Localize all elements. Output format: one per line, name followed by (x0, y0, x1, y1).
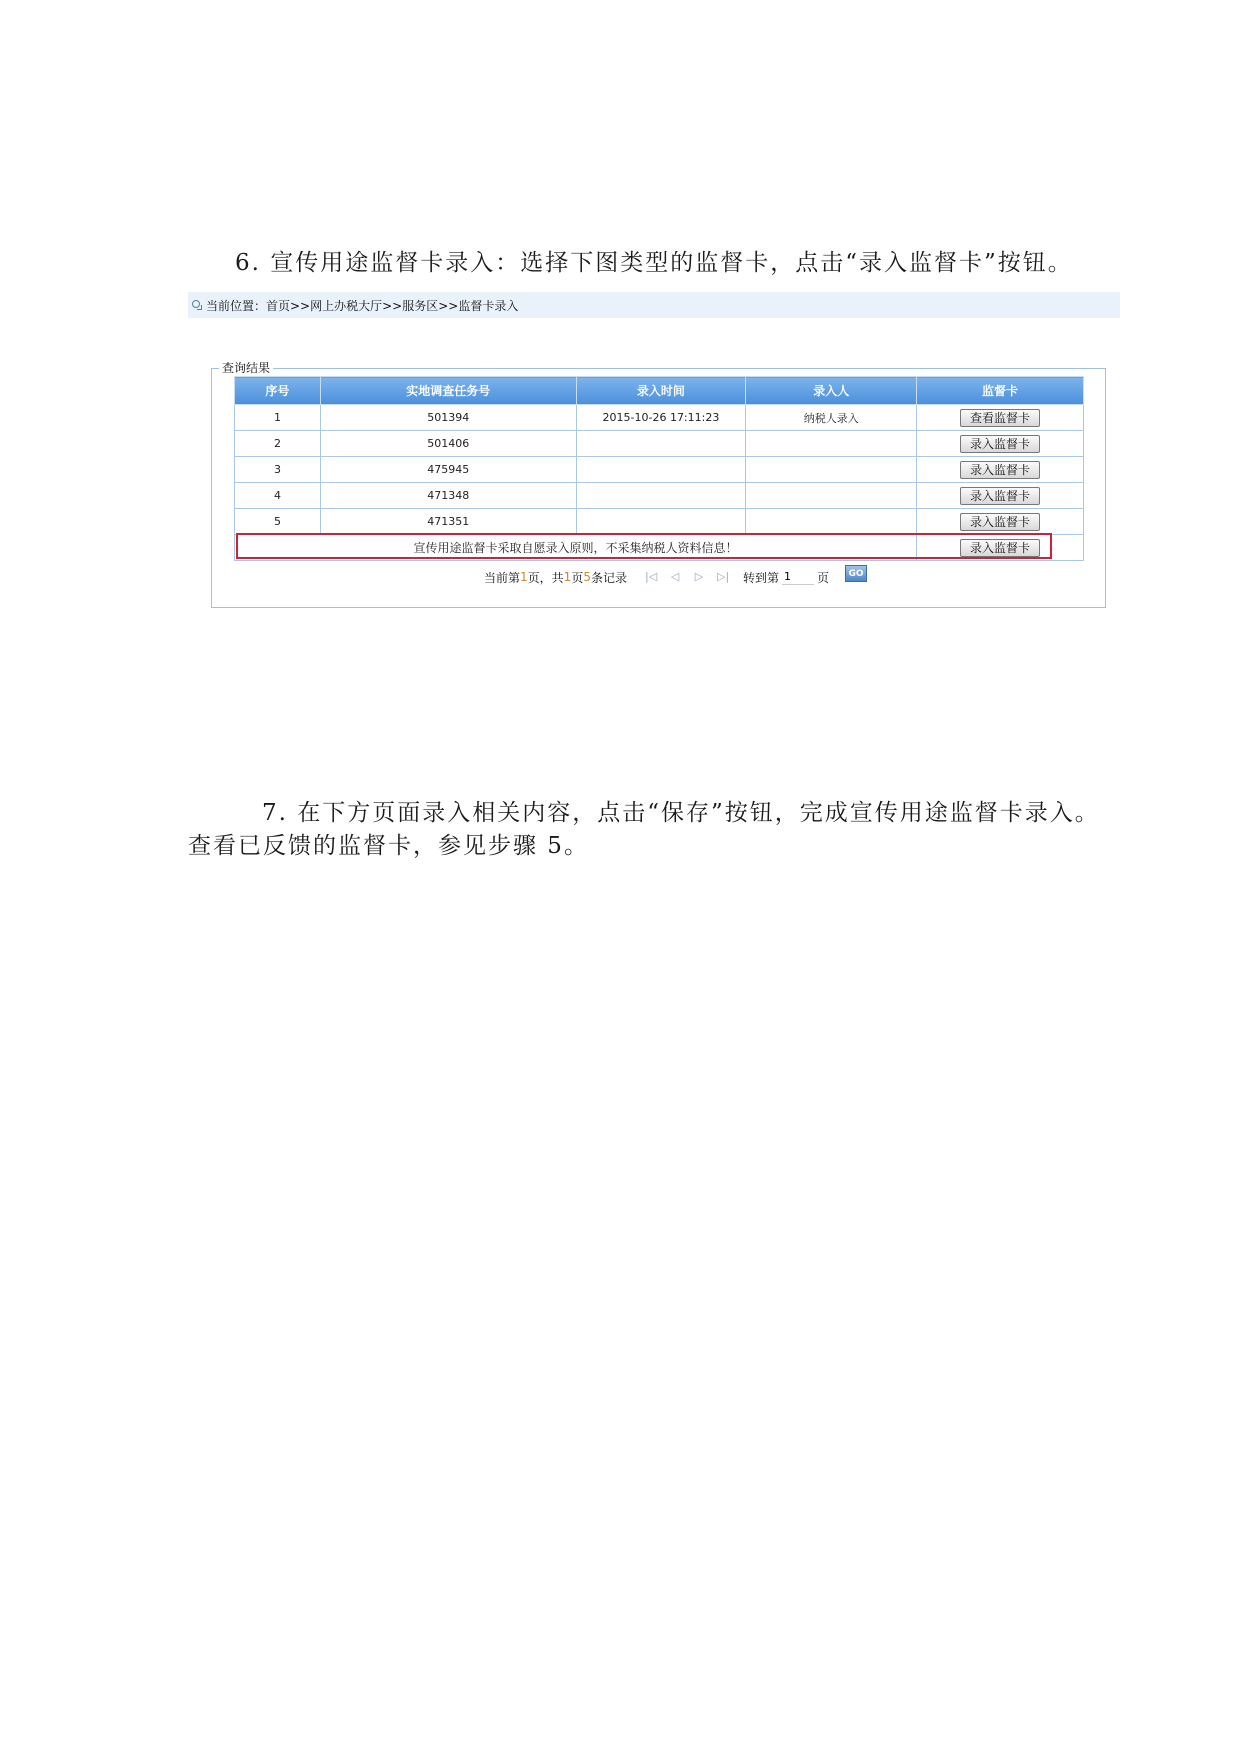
cell-action (917, 483, 1084, 509)
cell-task: 475945 (320, 457, 576, 483)
header-card: 监督卡 (917, 377, 1084, 405)
table-header-row (235, 377, 1084, 405)
pager-total-pages: 1 (563, 570, 572, 584)
location-pin-icon (190, 299, 202, 311)
cell-task: 501394 (320, 405, 576, 431)
pager-mid2: 页 (571, 570, 584, 585)
table-row (235, 509, 1084, 535)
header-person: 录入人 (746, 377, 917, 405)
cell-person (746, 431, 917, 457)
breadcrumb (188, 292, 1120, 318)
cell-action (917, 535, 1084, 561)
view-card-button[interactable]: 查看监督卡 (960, 409, 1040, 427)
cell-time (576, 509, 746, 535)
cell-task: 501406 (320, 431, 576, 457)
cell-time (576, 483, 746, 509)
step-7-continuation: 查看已反馈的监督卡，参见步骤 5。 (188, 833, 589, 859)
pager-mid: 页，共 (527, 570, 564, 585)
table-row (235, 431, 1084, 457)
header-time: 录入时间 (576, 377, 746, 405)
goto-label: 转到第 (742, 570, 779, 585)
last-page-icon[interactable]: ▷| (716, 570, 730, 583)
cell-person (746, 509, 917, 535)
enter-card-button[interactable]: 录入监督卡 (960, 487, 1040, 505)
promo-row (235, 535, 1084, 561)
enter-card-button[interactable]: 录入监督卡 (960, 513, 1040, 531)
next-page-icon[interactable]: ▷ (694, 570, 704, 583)
cell-action (917, 405, 1084, 431)
cell-no: 2 (235, 431, 321, 457)
table-row (235, 483, 1084, 509)
cell-action (917, 509, 1084, 535)
header-no: 序号 (235, 377, 321, 405)
go-button[interactable]: GO (845, 565, 867, 582)
pager-current: 1 (520, 570, 528, 584)
step-6-instruction: 6. 宣传用途监督卡录入：选择下图类型的监督卡，点击“录入监督卡”按钮。 (235, 250, 1073, 276)
goto-suffix: 页 (817, 570, 830, 585)
step-7-instruction: 7. 在下方页面录入相关内容，点击“保存”按钮，完成宣传用途监督卡录入。 (262, 800, 1100, 826)
results-table (234, 376, 1084, 561)
cell-task: 471348 (320, 483, 576, 509)
first-page-icon[interactable]: |◁ (644, 570, 658, 583)
pagination (484, 567, 867, 587)
results-legend: 查询结果 (219, 361, 273, 375)
prev-page-icon[interactable]: ◁ (670, 570, 680, 583)
pager-total-records: 5 (583, 570, 591, 584)
cell-no: 3 (235, 457, 321, 483)
table-row (235, 405, 1084, 431)
goto-page-input[interactable] (782, 569, 814, 585)
enter-promo-card-button[interactable]: 录入监督卡 (960, 539, 1040, 557)
cell-person (746, 483, 917, 509)
cell-action (917, 431, 1084, 457)
cell-person: 纳税人录入 (746, 405, 917, 431)
pager-suffix: 条记录 (590, 570, 627, 585)
cell-action (917, 457, 1084, 483)
cell-time (576, 431, 746, 457)
cell-person (746, 457, 917, 483)
cell-no: 1 (235, 405, 321, 431)
pager-prefix: 当前第 (484, 570, 521, 585)
cell-time: 2015-10-26 17:11:23 (576, 405, 746, 431)
cell-time (576, 457, 746, 483)
cell-no: 5 (235, 509, 321, 535)
enter-card-button[interactable]: 录入监督卡 (960, 461, 1040, 479)
enter-card-button[interactable]: 录入监督卡 (960, 435, 1040, 453)
breadcrumb-text: 当前位置：首页>>网上办税大厅>>服务区>>监督卡录入 (206, 298, 519, 313)
cell-no: 4 (235, 483, 321, 509)
promo-notice: 宣传用途监督卡采取自愿录入原则，不采集纳税人资料信息！ (235, 535, 917, 561)
cell-task: 471351 (320, 509, 576, 535)
header-task: 实地调查任务号 (320, 377, 576, 405)
table-row (235, 457, 1084, 483)
